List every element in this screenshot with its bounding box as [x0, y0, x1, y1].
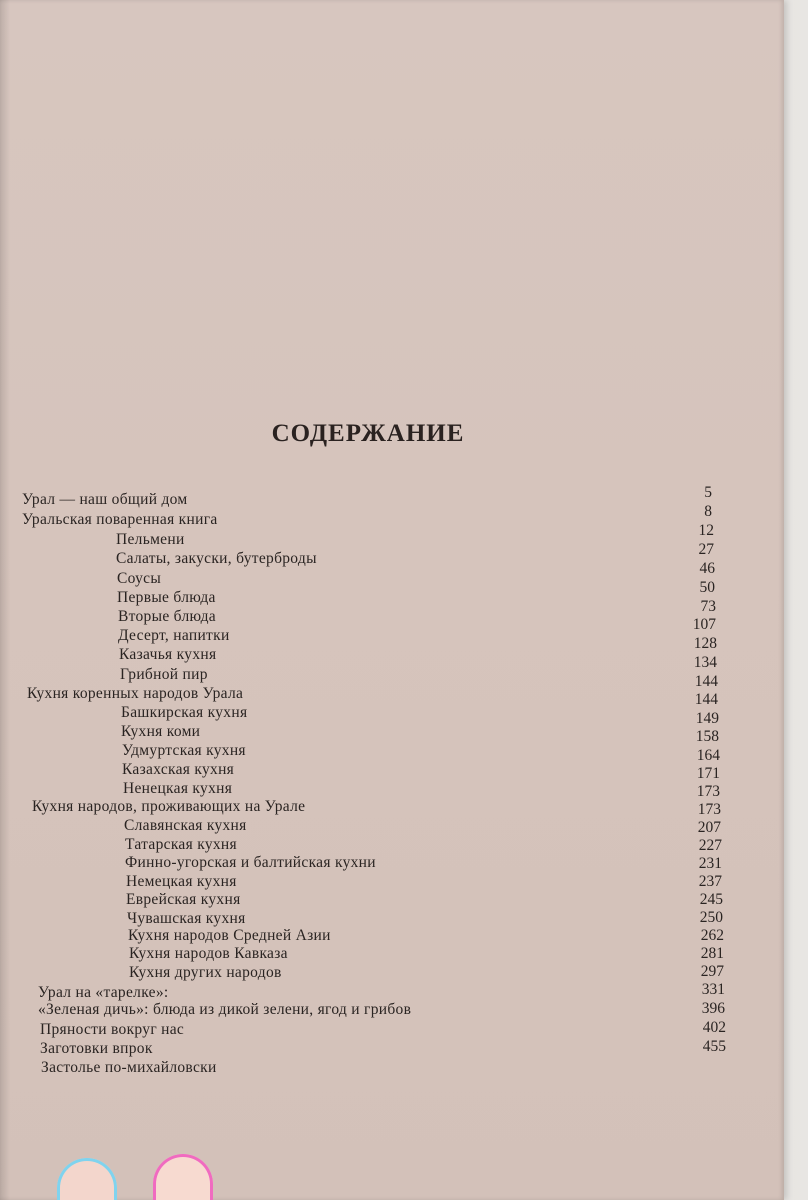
entry-label: Урал — наш общий дом: [22, 491, 188, 508]
page-number: 231: [698, 855, 722, 872]
page-number: 207: [697, 819, 721, 836]
entry-label: Казачья кухня: [119, 646, 217, 663]
page-number: 134: [693, 654, 717, 671]
fingernail-2: [153, 1154, 213, 1200]
page-number: 5: [704, 484, 712, 501]
entry-label: Пряности вокруг нас: [40, 1021, 185, 1038]
page-number: 158: [695, 728, 719, 745]
entry-label: Удмуртская кухня: [122, 742, 246, 759]
page-number: 173: [696, 783, 720, 800]
page-number: 144: [694, 673, 718, 690]
page-number: 281: [700, 945, 724, 962]
entry-label: Кухня народов Кавказа: [129, 945, 288, 962]
page-number: 46: [699, 560, 715, 577]
entry-label: Уральская поваренная книга: [22, 511, 218, 528]
page-number: 250: [699, 909, 723, 926]
page-number: 73: [700, 598, 716, 615]
page-number: 171: [696, 765, 720, 782]
page-number: 12: [698, 522, 714, 539]
page-number: 297: [700, 963, 724, 980]
entry-label: Кухня коренных народов Урала: [27, 685, 244, 702]
entry-label: Ненецкая кухня: [123, 780, 233, 797]
page-number: 455: [702, 1038, 726, 1055]
page-number: 262: [700, 927, 724, 944]
entry-label: Грибной пир: [120, 666, 208, 683]
page-number: 107: [692, 616, 716, 633]
entry-label: Десерт, напитки: [118, 627, 230, 644]
entry-label: Застолье по-михайловски: [41, 1059, 217, 1076]
entry-label: Казахская кухня: [122, 761, 235, 778]
entry-label: Заготовки впрок: [40, 1040, 153, 1057]
entry-label: Славянская кухня: [124, 817, 247, 834]
entry-label: Пельмени: [116, 531, 185, 548]
entry-label: Урал на «тарелке»:: [38, 984, 169, 1001]
page-number: 149: [695, 710, 719, 727]
page-number: 227: [698, 837, 722, 854]
page-edge-shadow: [0, 0, 10, 1200]
page-number: 144: [694, 691, 718, 708]
entry-label: Немецкая кухня: [126, 873, 237, 890]
fingernail-1: [57, 1158, 117, 1200]
finger-tips: [45, 1150, 215, 1200]
entry-label: Кухня других народов: [129, 964, 282, 981]
entry-label: Еврейская кухня: [126, 891, 241, 908]
entry-label: Кухня народов, проживающих на Урале: [32, 798, 306, 815]
page-number: 50: [699, 579, 715, 596]
page-number: 128: [693, 635, 717, 652]
entry-label: Кухня народов Средней Азии: [128, 927, 331, 944]
entry-label: Первые блюда: [117, 589, 216, 606]
page-number: 245: [699, 891, 723, 908]
entry-label: Татарская кухня: [125, 836, 237, 853]
page-number: 237: [698, 873, 722, 890]
entry-label: Чувашская кухня: [127, 910, 246, 927]
entry-label: Финно-угорская и балтийская кухни: [125, 854, 376, 871]
entry-label: Соусы: [117, 570, 162, 587]
entry-label: «Зеленая дичь»: блюда из дикой зелени, ягод и грибов: [38, 1001, 412, 1018]
entry-label: Салаты, закуски, бутерброды: [116, 550, 317, 567]
page-number: 27: [698, 541, 714, 558]
page-number: 331: [701, 981, 725, 998]
entry-label: Вторые блюда: [118, 608, 216, 625]
entry-label: Башкирская кухня: [121, 704, 248, 721]
page-number: 402: [702, 1019, 726, 1036]
page-number: 8: [704, 503, 712, 520]
page-number: 396: [701, 1000, 725, 1017]
page-number: 164: [696, 747, 720, 764]
entry-label: Кухня коми: [121, 723, 201, 740]
contents-heading: СОДЕРЖАНИЕ: [271, 420, 465, 447]
page-number: 173: [697, 801, 721, 818]
